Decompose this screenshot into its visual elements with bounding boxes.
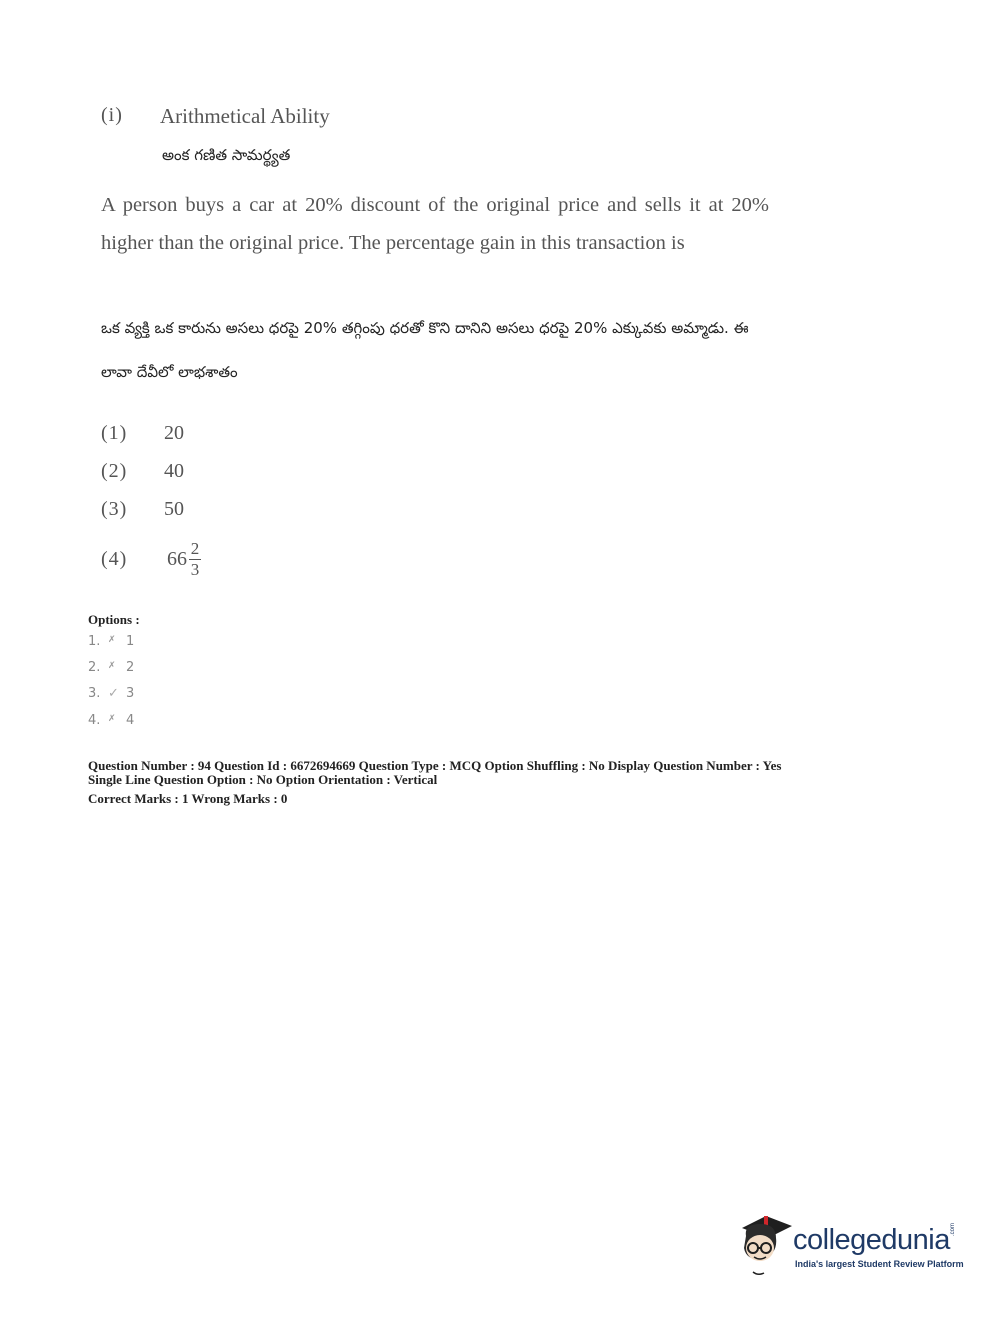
metadata-line-3: Correct Marks : 1 Wrong Marks : 0 — [88, 791, 288, 806]
choice-value: 40 — [164, 460, 184, 482]
answer-number: 3. — [88, 686, 101, 701]
answer-option-3 — [88, 686, 134, 701]
fraction-denominator: 3 — [190, 560, 200, 579]
answer-number: 1. — [88, 634, 101, 649]
choice-number: (4) — [101, 548, 128, 570]
mixed-fraction — [189, 540, 201, 579]
logo-tagline: India's largest Student Review Platform — [795, 1259, 964, 1269]
choice-number: (3) — [101, 498, 128, 520]
cross-icon: ✗ — [108, 661, 116, 671]
check-icon: ✓ — [108, 686, 119, 701]
choice-value — [167, 540, 201, 579]
choice-1 — [101, 422, 184, 445]
question-text-english: A person buys a car at 20% discount of the original price and sells it at 20% higher than the original price. The percentage gain in this transaction is — [101, 194, 769, 254]
choice-number: (1) — [101, 422, 128, 444]
answer-value: 2 — [126, 660, 135, 675]
choice-value: 20 — [164, 422, 184, 444]
cross-icon: ✗ — [108, 635, 116, 645]
choice-value: 50 — [164, 498, 184, 520]
answer-option-2 — [88, 660, 134, 675]
choice-2 — [101, 460, 184, 483]
answer-option-4 — [88, 713, 134, 728]
section-number: (i) — [101, 104, 123, 126]
metadata-line-1: Question Number : 94 Question Id : 6672694669 Question Type : MCQ Option Shuffling : No Display Question Number : Yes — [88, 758, 782, 773]
logo-suffix: .com — [950, 1222, 956, 1236]
cross-icon: ✗ — [108, 714, 116, 724]
answer-value: 1 — [126, 634, 135, 649]
choice-3 — [101, 498, 184, 521]
choice-4 — [101, 540, 201, 579]
answer-option-1 — [88, 634, 134, 649]
answer-value: 3 — [126, 686, 135, 701]
answer-value: 4 — [126, 713, 135, 728]
options-heading: Options : — [88, 612, 140, 627]
fraction-numerator: 2 — [190, 539, 200, 558]
logo-wordmark: collegedunia — [793, 1224, 950, 1256]
collegedunia-mascot-icon — [736, 1210, 796, 1282]
section-title: Arithmetical Ability — [160, 104, 330, 128]
answer-number: 4. — [88, 713, 101, 728]
choice-number: (2) — [101, 460, 128, 482]
answer-number: 2. — [88, 660, 101, 675]
mixed-fraction-whole: 66 — [167, 548, 187, 570]
metadata-line-2: Single Line Question Option : No Option Orientation : Vertical — [88, 772, 438, 787]
question-metadata — [88, 759, 888, 806]
question-text-telugu: ఒక వ్యక్తి ఒక కారును అసలు ధరపై 20% తగ్గింపు ధరతో కొని దానిని అసలు ధరపై 20% ఎక్కువకు అమ్మాడు. ఈ లావా దేవీలో లాభశాతం — [101, 319, 749, 381]
section-title-telugu: అంక గణిత సామర్థ్యత — [162, 146, 291, 164]
